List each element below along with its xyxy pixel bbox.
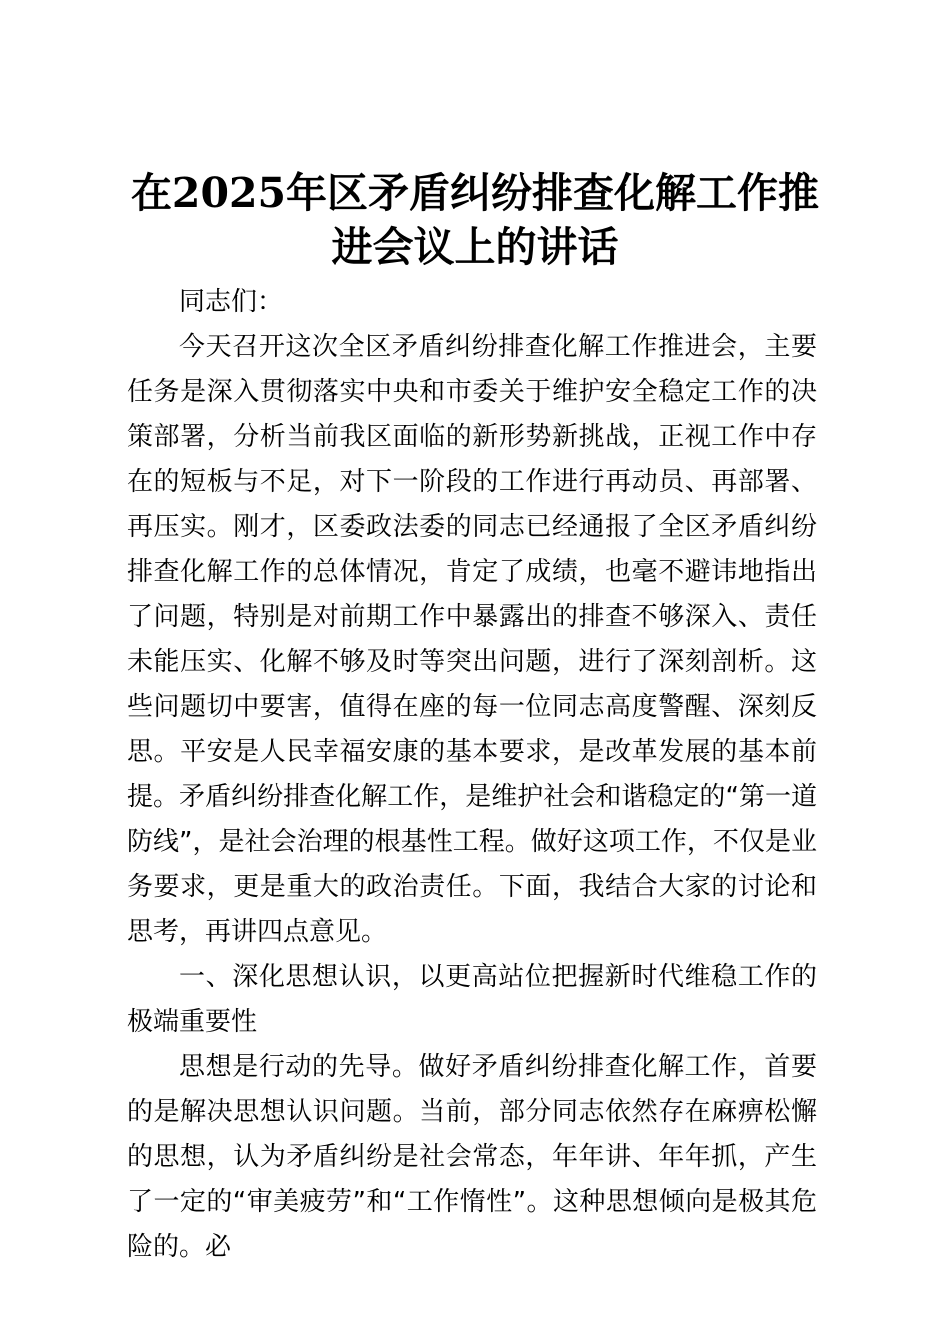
- salutation: 同志们：: [179, 287, 284, 317]
- body-paragraph: 今天召开这次全区矛盾纠纷排查化解工作推进会，主要任务是深入贯彻落实中央和市委关于维护安全稳定工作的决策部署，分析当前我区面临的新形势新挑战，正视工作中存在的短板与不足，对下一阶段的工作进行再动员、再部署、再压实。刚才，区委政法委的同志已经通报了全区矛盾纠纷排查化解工作的总体情况，肯定了成绩，也毫不避讳地指出了问题，特别是对前期工作中暴露出的排查不够深入、责任未能压实、化解不够及时等突出问题，进行了深刻剖析。这些问题切中要害，值得在座的每一位同志高度警醒、深刻反思。平安是人民幸福安康的基本要求，是改革发展的基本前提。矛盾纠纷排查化解工作，是维护社会和谐稳定的“第一道防线”，是社会治理的根基性工程。做好这项工作，不仅是业务要求，更是重大的政治责任。下面，我结合大家的讨论和思考，再讲四点意见。: [127, 332, 817, 947]
- section-paragraph: 思想是行动的先导。做好矛盾纠纷排查化解工作，首要的是解决思想认识问题。当前，部分同志依然存在麻痹松懈的思想，认为矛盾纠纷是社会常态，年年讲、年年抓，产生了一定的“审美疲劳”和“工作惰性”。这种思想倾向是极其危险的。必: [127, 1052, 817, 1262]
- document-body: [127, 280, 817, 1270]
- document-title: 在2025年区矛盾纠纷排查化解工作推进会议上的讲话: [130, 169, 820, 271]
- section-heading: 一、深化思想认识，以更高站位把握新时代维稳工作的极端重要性: [127, 962, 817, 1037]
